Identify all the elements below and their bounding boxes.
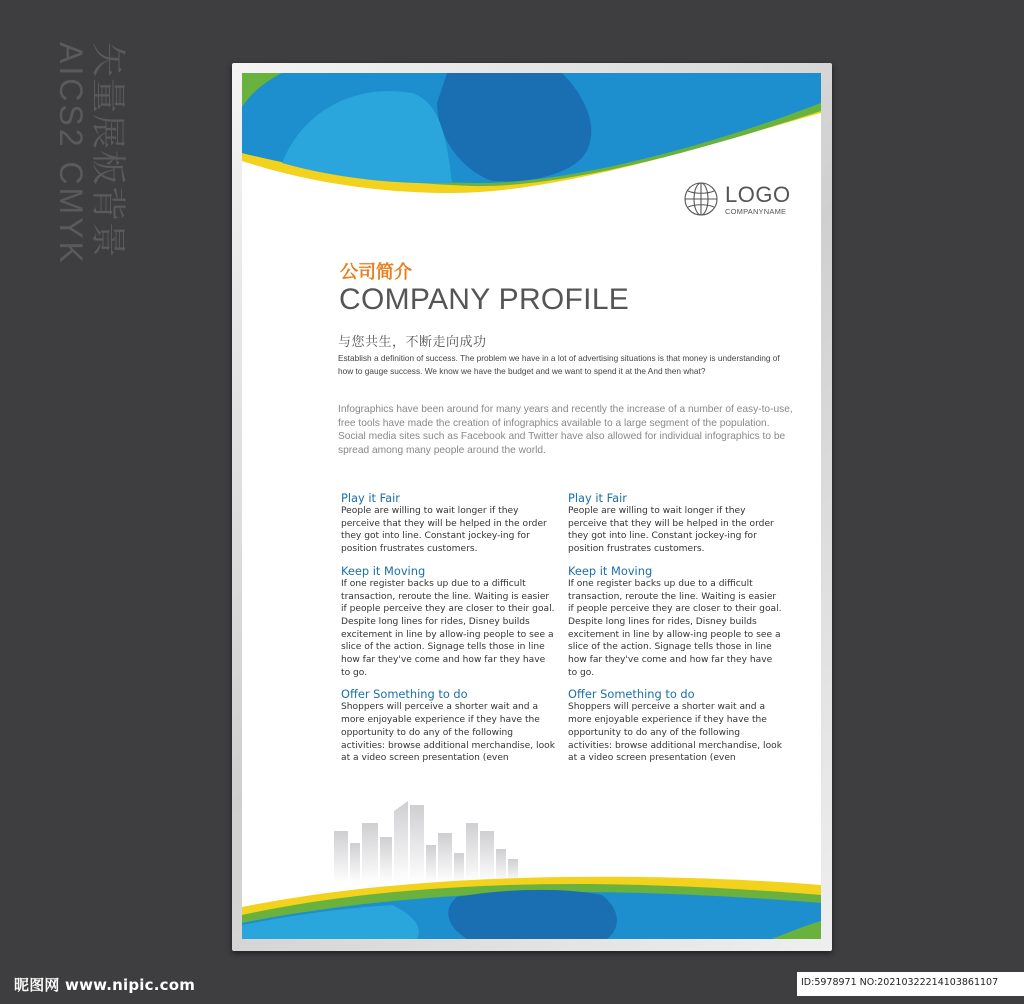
section-offer-something [341,687,556,765]
page-title: COMPANY PROFILE [339,283,630,316]
section-keep-it-moving [341,564,556,680]
section-body: People are willing to wait longer if they perceive that they will be helped in the order they got into line. Constant jockey-ing for position frustrates customers. [341,506,547,555]
footer-watermark: 昵图网 www.nipic.com [14,976,196,994]
section-body: Shoppers will perceive a shorter wait and a more enjoyable experience if they have the opportunity to do any of the following activities: browse additional merchandise, look at a video screen presentation (even [341,702,555,764]
subtitle-chinese: 与您共生，不断走向成功 [338,335,487,350]
section-title: Play it Fair [341,491,400,505]
company-logo [683,178,803,228]
section-title: Offer Something to do [341,687,468,702]
bottom-wave-dark-blob [448,890,617,939]
poster-frame [232,63,832,951]
side-label [52,38,132,278]
section-play-it-fair [341,491,556,556]
section-keep-it-moving [568,564,783,680]
poster [242,73,821,939]
section-body: If one register backs up due to a difficult transaction, reroute the line. Waiting is easier if people perceive they are closer to their goal. Despite long lines for rides, Disney builds excitement in line by allow-ing people to see a slice of the action. Signage tells those in line how far they've come and how far they have to go. [568,578,782,678]
section-offer-something [568,687,783,765]
section-title: Offer Something to do [568,687,695,702]
section-title: Play it Fair [568,491,627,505]
globe-icon [683,181,719,217]
section-body: People are willing to wait longer if they perceive that they will be helped in the order they got into line. Constant jockey-ing for position frustrates customers. [568,506,774,555]
section-title: Keep it Moving [568,563,653,578]
intro-paragraph-1: Establish a definition of success. The problem we have in a lot of advertising situations is that money is understanding of how to gauge success. We know we have the budget and we want to spend it at the And then what? [338,353,780,376]
footer-id-bar [797,972,1024,996]
bottom-wave-decoration [242,859,821,939]
section-play-it-fair [568,491,783,556]
logo-company-name: COMPANYNAME [725,207,787,216]
side-label-cn: 矢量展板背景 [87,42,127,259]
logo-word: LOGO [725,182,791,207]
content-column-right [568,491,783,773]
section-title: Keep it Moving [341,563,426,578]
title-chinese: 公司简介 [340,262,412,283]
intro-paragraph-2: Infographics have been around for many years and recently the increase of a number of easy-to-use, free tools have made the creation of infographics available to a large segment of the population. Social media sites such as Facebook and Twitter have also allowed for individual infographics to be spread among many people around the world. [338,404,793,456]
side-label-en: AICS2 CMYK [53,42,89,266]
section-body: Shoppers will perceive a shorter wait and a more enjoyable experience if they have the opportunity to do any of the following activities: browse additional merchandise, look at a video screen presentation (even [568,702,782,764]
section-body: If one register backs up due to a difficult transaction, reroute the line. Waiting is easier if people perceive they are closer to their goal. Despite long lines for rides, Disney builds excitement in line by allow-ing people to see a slice of the action. Signage tells those in line how far they've come and how far they have to go. [341,578,555,678]
footer-id-text: ID:5978971 NO:20210322214103861107 [801,977,999,988]
content-column-left [341,491,556,773]
